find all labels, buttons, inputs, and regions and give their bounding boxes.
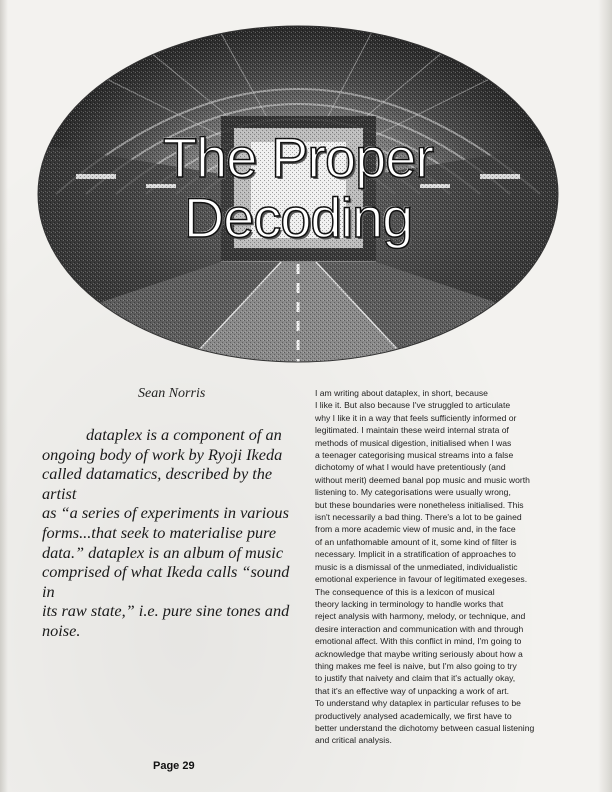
body-line: without merit) deemed banal pop music and music worth <box>315 474 530 485</box>
page-edge-shadow-right <box>598 0 612 792</box>
body-line: The consequence of this is a lexicon of musical <box>315 586 495 597</box>
body-line: desire interaction and communication with and through <box>315 623 524 634</box>
body-line: dichotomy of what I would have pretentiously (and <box>315 462 506 473</box>
lede-line: its raw state,” i.e. pure sine tones and <box>42 601 290 621</box>
lede-line: dataplex is a component of an <box>86 425 282 444</box>
body-line: that it's an effective way of unpacking a work of art. <box>315 685 509 696</box>
body-line: and critical analysis. <box>315 735 392 746</box>
lede-line: data.” dataplex is an album of music <box>42 542 284 562</box>
body-line: To understand why dataplex in particular refuses to be <box>315 698 521 709</box>
body-line: acknowledge that maybe writing seriously about how a <box>315 648 523 659</box>
body-line: listening to. My categorisations were usually wrong, <box>315 487 511 498</box>
body-line: emotional experience in favour of legitimated exegeses. <box>315 574 528 585</box>
body-line: theory lacking in terminology to handle works that <box>315 598 504 609</box>
body-line: music is a dismissal of the unmediated, individualistic <box>315 561 518 572</box>
body-line: methods of musical digestion, initialised when I was <box>315 437 512 448</box>
lede-line: forms...that seek to materialise pure <box>42 522 277 542</box>
body-line: from a more academic view of music and, in the face <box>315 524 516 535</box>
body-line: to justify that naivety and claim that it's actually okay, <box>315 673 516 684</box>
lede-line: noise. <box>42 620 81 640</box>
lede-line: called datamatics, described by the artist <box>42 464 273 503</box>
lede-line: comprised of what Ikeda calls “sound in <box>42 562 290 601</box>
lede-line: as “a series of experiments in various <box>42 503 289 523</box>
body-line: legitimated. I maintain these weird internal strata of <box>315 425 509 436</box>
body-line: reject analysis with harmony, melody, or technique, and <box>315 611 526 622</box>
lede-paragraph <box>42 425 292 641</box>
body-line: necessary. Implicit in a stratification of approaches to <box>315 549 516 560</box>
body-line: but these boundaries were nonetheless initialised. This <box>315 499 524 510</box>
page-edge-shadow-left <box>0 0 8 792</box>
body-line: I like it. But also because I've struggled to articulate <box>315 400 511 411</box>
lede-line: ongoing body of work by Ryoji Ikeda <box>42 444 283 464</box>
body-column <box>315 387 579 747</box>
author-byline: Sean Norris <box>138 386 206 401</box>
body-line: isn't necessarily a bad thing. There's a lot to be gained <box>315 512 522 523</box>
body-line: thing makes me feel is naive, but I'm also going to try <box>315 660 517 671</box>
body-line: emotional affect. With this conflict in mind, I'm going to <box>315 636 522 647</box>
title-line-1: The Proper <box>162 126 434 189</box>
article-title <box>36 128 560 248</box>
body-line: I am writing about dataplex, in short, because <box>315 388 488 398</box>
body-line: better understand the dichotomy between casual listening <box>315 722 535 733</box>
body-line: why I like it in a way that feels sufficiently informed or <box>315 412 517 423</box>
body-line: a teenager categorising musical streams into a false <box>315 450 514 461</box>
title-line-2: Decoding <box>183 186 413 249</box>
page-number: Page 29 <box>153 760 195 772</box>
body-line: of an unfathomable amount of it, some kind of filter is <box>315 536 517 547</box>
body-line: productively analysed academically, we first have to <box>315 710 512 721</box>
